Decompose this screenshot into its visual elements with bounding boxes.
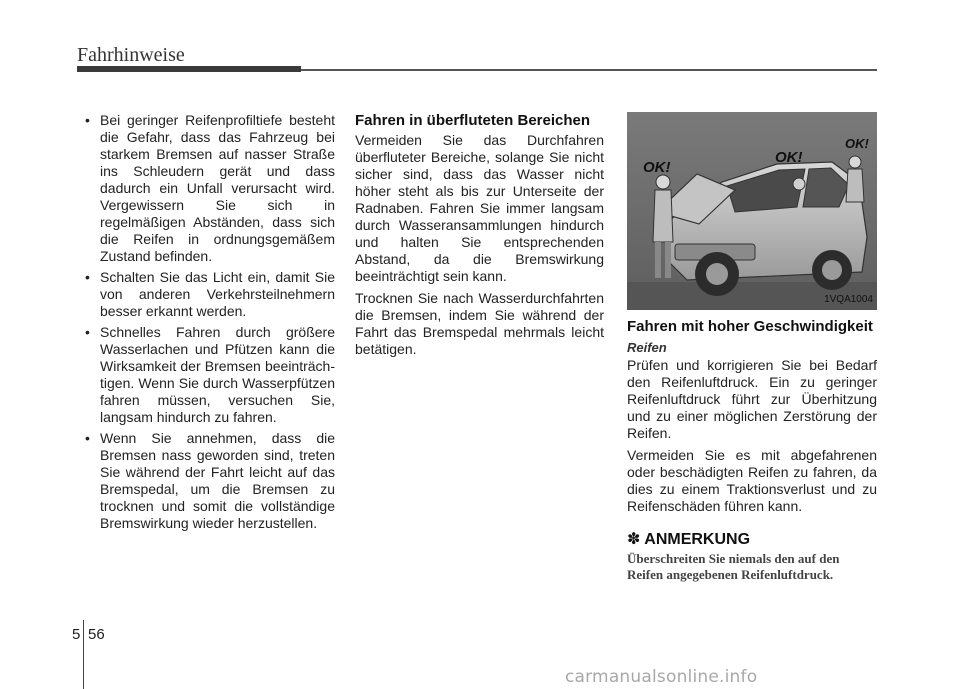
section-heading-flooded: Fahren in überfluteten Bereichen (355, 112, 591, 129)
column-middle (355, 112, 604, 363)
image-code: 1VQA1004 (824, 294, 873, 305)
chapter-number: 5 (72, 626, 81, 643)
note-symbol-icon: ✽ (627, 531, 641, 548)
header-bar (77, 66, 301, 72)
bullet-item: • Schnelles Fahren durch größere Wasserlachen und Pfützen kann die Wirksamkeit der Bremsen beeinträch-tigen. Wenn Sie durch Wasserpfützen fahren müssen, versuchen Sie, langsam hindurch zu fahren. (83, 324, 335, 426)
bullet-list (83, 112, 335, 532)
column-left (83, 112, 335, 536)
ok-label: OK! (845, 136, 869, 151)
column-right (627, 112, 877, 583)
paragraph: Trocknen Sie nach Wasserdurchfahrten die Bremsen, indem Sie während der Fahrt das Bremspedal mehrmals leicht betätigen. (355, 290, 604, 357)
note-text: Überschreiten Sie niemals den auf den Reifen angegebenen Reifenluftdruck. (627, 551, 840, 582)
page-number: 56 (88, 626, 105, 643)
section-heading-speed: Fahren mit hoher Geschwindigkeit (627, 318, 873, 335)
footer-divider (83, 620, 84, 689)
bullet-item: • Bei geringer Reifenprofiltiefe besteht die Gefahr, dass das Fahrzeug bei starkem Bremsen auf nasser Straße ins Schleudern gerät und dass dadurch ein Unfall verursacht wird. Vergewissern Sie sich in regelmäßigen Abständen, dass sich die Reifen in ordnungsgemäßem Zustand befinden. (83, 112, 335, 265)
car-illustration-svg (627, 112, 877, 310)
header-title: Fahrhinweise (77, 44, 185, 66)
paragraph: Prüfen und korrigieren Sie bei Bedarf den Reifenluftdruck. Ein zu geringer Reifenluftdruck führt zur Überhitzung und zu einer möglichen Zerstörung der Reifen. (627, 357, 877, 441)
subheading-tires: Reifen (627, 340, 667, 355)
paragraph: Vermeiden Sie das Durchfahren überfluteter Bereiche, solange Sie nicht sicher sind, dass das Wasser nicht höher steht als bis zur Unterseite der Radnaben. Fahren Sie immer langsam durch Wasseransammlungen hindurch und halten Sie entsprechenden Abstand, da die Bremswirkung beeinträchtigt sein kann. (355, 132, 604, 284)
header-rule (301, 69, 877, 71)
bullet-item: • Wenn Sie annehmen, dass die Bremsen nass geworden sind, treten Sie während der Fahrt leicht auf das Bremspedal, um die Bremsen zu trocknen und somit die vollständige Bremswirkung wieder herzustellen. (83, 430, 335, 532)
bullet-item: • Schalten Sie das Licht ein, damit Sie von anderen Verkehrsteilnehmern besser erkannt werden. (83, 269, 335, 320)
note-heading (627, 531, 877, 548)
car-check-illustration (627, 112, 877, 310)
paragraph: Vermeiden Sie es mit abgefahrenen oder beschädigten Reifen zu fahren, da dies zu einem Traktionsverlust und zu Reifenschäden führen kann. (627, 447, 877, 514)
watermark: carmanualsonline.info (565, 667, 758, 687)
ok-label: OK! (643, 159, 671, 176)
ok-label: OK! (775, 149, 803, 166)
note-heading-text: ANMERKUNG (644, 531, 751, 548)
